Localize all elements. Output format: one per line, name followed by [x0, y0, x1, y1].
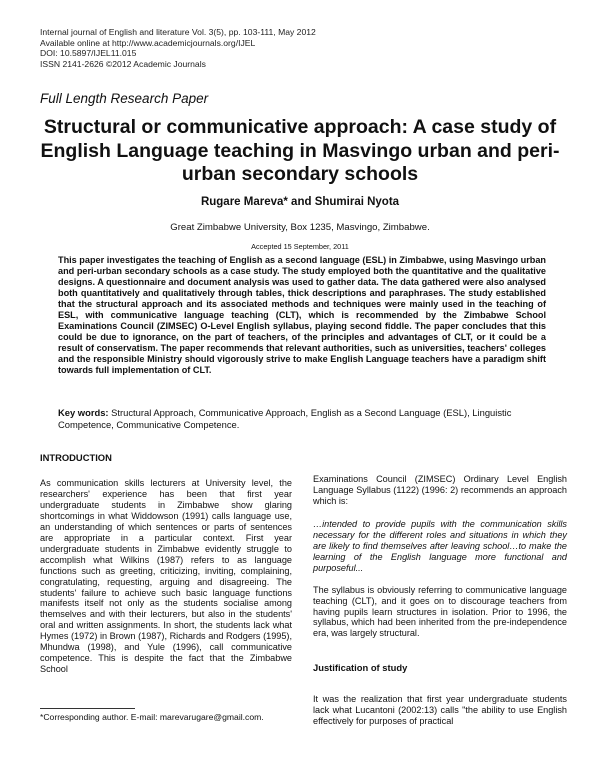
- left-column: [40, 478, 292, 675]
- journal-header: [40, 27, 316, 69]
- introduction-heading: INTRODUCTION: [40, 452, 112, 463]
- right-column: [313, 474, 567, 727]
- article-type: Full Length Research Paper: [40, 91, 209, 106]
- abstract: This paper investigates the teaching of English as a second language (ESL) in Zimbabwe, using Masvingo urban and peri-urban secondary schools as a case study. The study employed both the quantitative and the qualitative designs. A questionnaire and document analysis was used to gather data. The data gathered were also analysed both quantitatively and qualitatively through tables, thick descriptions and paraphrases. The study established that the structural approach and its associated methods and techniques were mainly used in the teaching of ESL, with communicative language teaching (CLT), which is recommended by the Zimbabwe School Examinations Council (ZIMSEC) O-Level English syllabus, playing second fiddle. The paper concludes that this could be due to ignorance, on the part of teachers, of the principles and advantages of CLT, or it could be a result of conservatism. The paper recommends that relevant authorities, such as universities, teachers' colleges and the responsible Ministry should vigorously strive to make English Language teachers have a paradigm shift towards full implementation of CLT.: [58, 255, 546, 376]
- keywords: [58, 407, 546, 431]
- journal-issn: ISSN 2141-2626 ©2012 Academic Journals: [40, 58, 206, 69]
- justification-heading: Justification of study: [313, 662, 408, 674]
- accepted-date: Accepted 15 September, 2011: [251, 242, 349, 251]
- journal-doi: DOI: 10.5897/IJEL11.015: [40, 48, 137, 58]
- keywords-text: Structural Approach, Communicative Approach, English as a Second Language (ESL), Linguistic Competence, Communicative Competence.: [58, 407, 512, 430]
- journal-citation: Internal journal of English and literature Vol. 3(5), pp. 103-111, May 2012: [40, 27, 316, 37]
- syllabus-quote: …intended to provide pupils with the communication skills necessary for the different roles and situations in which they are likely to find themselves after leaving school…to make the learning of the English language more functional and purposeful...: [313, 518, 567, 573]
- introduction-paragraph: As communication skills lecturers at University level, the researchers' experience has been that first year undergraduate students in Zimbabwe show glaring shortcomings in what Widdowson (1991) calls language use, an understanding of which sentences or parts of sentences are appropriate in a particular context. First year undergraduate students in Zimbabwe evidently struggle to accomplish what Wilkins (1987) refers to as language functions such as greeting, criticizing, inviting, complaining, congratulating, requesting, arguing and disagreeing. The students' failure to achieve such basic language functions manifests itself not only as the students socialise among themselves and with their lecturers, but also in the students' oral and written assignments. In short, the students lack what Hymes (1972) in Brown (1987), Richards and Rodgers (1995), Mhundwa (1998), and Yule (1996), call communicative competence. This is despite the fact that the Zimbabwe School: [40, 478, 292, 675]
- affiliation: Great Zimbabwe University, Box 1235, Masvingo, Zimbabwe.: [170, 222, 430, 233]
- keywords-label: Key words:: [58, 407, 109, 418]
- authors: Rugare Mareva* and Shumirai Nyota: [200, 196, 400, 208]
- justification-paragraph: It was the realization that first year undergraduate students lack what Lucantoni (2002:13) calls "the ability to use English effectively for purposes of practical: [313, 694, 567, 727]
- footnote: *Corresponding author. E-mail: marevarugare@gmail.com.: [40, 712, 264, 722]
- introduction-paragraph-2: The syllabus is obviously referring to communicative language teaching (CLT), and it goes on to discourage teachers from having pupils learn structures in isolation. Prior to 1996, the syllabus, which had been inherited from the pre-independence era, was largely structural.: [313, 584, 567, 639]
- journal-url: Available online at http://www.academicjournals.org/IJEL: [40, 37, 256, 48]
- introduction-continuation: Examinations Council (ZIMSEC) Ordinary Level English Language Syllabus (1122) (1996: 2) recommends an approach which is:: [313, 474, 567, 506]
- paper-title: Structural or communicative approach: A case study of English Language teaching in Masvingo urban and peri-urban secondary schools: [40, 116, 560, 185]
- footnote-divider: [40, 708, 135, 709]
